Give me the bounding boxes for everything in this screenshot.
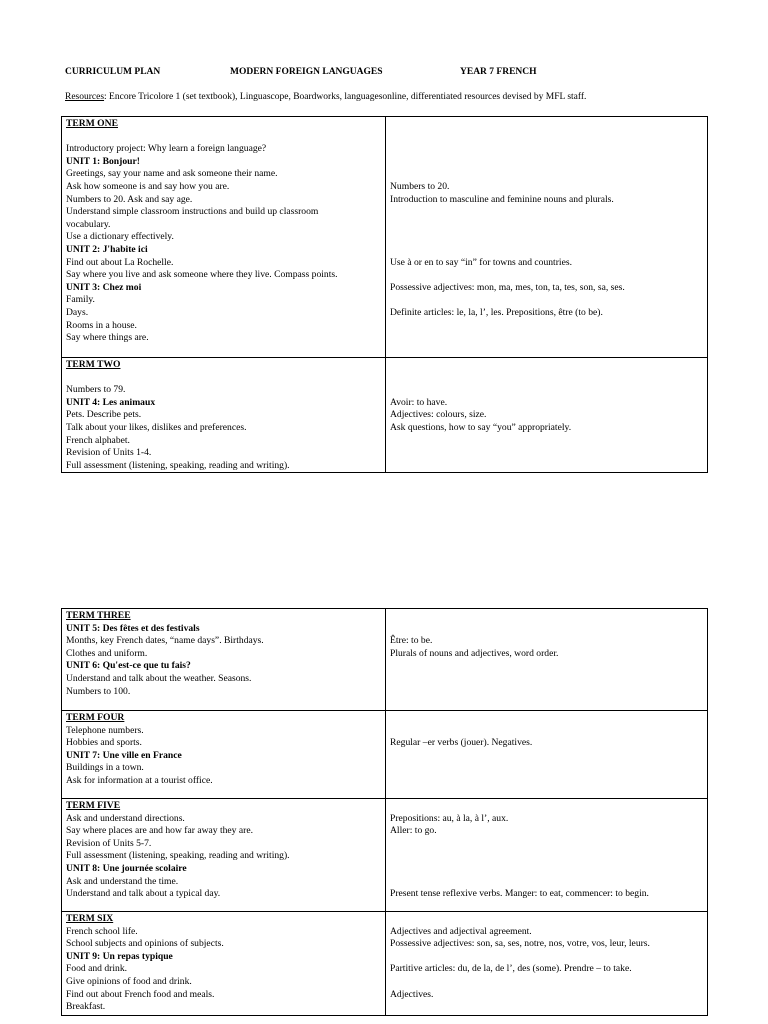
unit-heading: UNIT 1: Bonjour!	[66, 155, 140, 167]
content-line: Ask for information at a tourist office.	[66, 774, 213, 786]
unit-heading: UNIT 2: J'habite ici	[66, 243, 148, 255]
blank-line	[390, 359, 703, 372]
term-content-cell	[62, 358, 386, 473]
resources-label: Resources	[65, 92, 105, 102]
grammar-cell	[386, 711, 708, 799]
unit-heading: UNIT 8: Une journée scolaire	[66, 862, 187, 874]
content-line: Understand simple classroom instructions and build up classroom	[66, 206, 319, 218]
resources-line	[65, 91, 745, 104]
blank-line	[390, 269, 703, 282]
blank-line	[390, 244, 703, 257]
term-content-cell	[62, 912, 386, 1016]
content-line: Introduction to masculine and feminine nouns and plurals.	[390, 193, 614, 205]
blank-line	[390, 231, 703, 244]
content-line: Pets. Describe pets.	[66, 409, 142, 421]
term-row	[62, 358, 708, 473]
term-heading: TERM THREE	[66, 610, 131, 621]
blank-line	[390, 623, 703, 636]
term-row	[62, 799, 708, 912]
term-row	[62, 912, 708, 1016]
blank-line	[390, 850, 703, 863]
content-line: Introductory project: Why learn a foreign language?	[66, 143, 267, 155]
blank-line	[66, 372, 381, 385]
term-heading: TERM TWO	[66, 359, 121, 370]
content-line: School subjects and opinions of subjects.	[66, 938, 224, 950]
blank-line	[390, 712, 703, 725]
blank-line	[390, 800, 703, 813]
content-line: Food and drink.	[66, 963, 128, 975]
content-line: Understand and talk about the weather. Seasons.	[66, 672, 252, 684]
term-content-cell	[62, 117, 386, 358]
blank-line	[390, 913, 703, 926]
term-heading: TERM FOUR	[66, 712, 125, 723]
content-line: Clothes and uniform.	[66, 647, 148, 659]
content-line: vocabulary.	[66, 218, 111, 230]
content-line: Possessive adjectives: son, sa, ses, notre, nos, votre, vos, leur, leurs.	[390, 938, 650, 950]
content-line: Ask how someone is and say how you are.	[66, 180, 230, 192]
resources-text: : Encore Tricolore 1 (set textbook), Linguascope, Boardworks, languagesonline, differentiated resources devised by MFL staff.	[104, 92, 587, 102]
content-line: Possessive adjectives: mon, ma, mes, ton, ta, tes, son, sa, ses.	[390, 281, 625, 293]
blank-line	[390, 219, 703, 232]
content-line: Full assessment (listening, speaking, reading and writing).	[66, 850, 290, 862]
terms-table-lower	[61, 608, 708, 1016]
grammar-cell	[386, 117, 708, 358]
content-line: Ask and understand the time.	[66, 875, 179, 887]
content-line: Give opinions of food and drink.	[66, 975, 192, 987]
blank-line	[390, 876, 703, 889]
doc-department: MODERN FOREIGN LANGUAGES	[230, 67, 383, 77]
content-line: Adjectives.	[390, 988, 434, 1000]
content-line: Plurals of nouns and adjectives, word order.	[390, 647, 559, 659]
content-line: Revision of Units 1-4.	[66, 447, 152, 459]
content-line: French alphabet.	[66, 434, 130, 446]
content-line: Ask and understand directions.	[66, 812, 185, 824]
blank-line	[390, 838, 703, 851]
content-line: Present tense reflexive verbs. Manger: to eat, commencer: to begin.	[390, 888, 649, 900]
content-line: Say where places are and how far away they are.	[66, 825, 253, 837]
content-line: Find out about La Rochelle.	[66, 256, 174, 268]
content-line: Full assessment (listening, speaking, reading and writing).	[66, 459, 290, 471]
content-line: Aller: to go.	[390, 825, 437, 837]
content-line: Adjectives: colours, size.	[390, 409, 487, 421]
content-line: Partitive articles: du, de la, de l’, des (some). Prendre – to take.	[390, 963, 632, 975]
content-line: Numbers to 79.	[66, 384, 126, 396]
blank-line	[390, 118, 703, 131]
content-line: Buildings in a town.	[66, 762, 144, 774]
blank-line	[390, 372, 703, 385]
content-line: Être: to be.	[390, 635, 433, 647]
blank-line	[390, 725, 703, 738]
doc-year: YEAR 7 FRENCH	[460, 67, 537, 77]
content-line: Greetings, say your name and ask someone their name.	[66, 168, 278, 180]
blank-line	[390, 951, 703, 964]
content-line: Breakfast.	[66, 1001, 106, 1013]
unit-heading: UNIT 7: Une ville en France	[66, 749, 182, 761]
content-line: Find out about French food and meals.	[66, 988, 215, 1000]
content-line: Months, key French dates, “name days”. Birthdays.	[66, 635, 264, 647]
content-line: Days.	[66, 306, 89, 318]
blank-line	[390, 610, 703, 623]
unit-heading: UNIT 9: Un repas typique	[66, 950, 173, 962]
content-line: Definite articles: le, la, l’, les. Prepositions, être (to be).	[390, 306, 603, 318]
blank-line	[390, 976, 703, 989]
grammar-cell	[386, 609, 708, 711]
content-line: Prepositions: au, à la, à l’, aux.	[390, 812, 509, 824]
blank-line	[390, 168, 703, 181]
blank-line	[390, 384, 703, 397]
content-line: Hobbies and sports.	[66, 737, 142, 749]
content-line: Say where you live and ask someone where they live. Compass points.	[66, 269, 338, 281]
term-heading: TERM SIX	[66, 913, 114, 924]
blank-line	[390, 206, 703, 219]
blank-line	[390, 143, 703, 156]
blank-line	[390, 156, 703, 169]
blank-line	[390, 294, 703, 307]
content-line: Use a dictionary effectively.	[66, 231, 174, 243]
terms-table-upper	[61, 116, 708, 473]
blank-line	[390, 131, 703, 144]
term-row	[62, 117, 708, 358]
unit-heading: UNIT 5: Des fêtes et des festivals	[66, 622, 200, 634]
content-line: Say where things are.	[66, 332, 149, 344]
content-line: Use à or en to say “in” for towns and countries.	[390, 256, 572, 268]
content-line: Adjectives and adjectival agreement.	[390, 925, 532, 937]
blank-line	[66, 131, 381, 144]
content-line: Numbers to 100.	[66, 685, 131, 697]
content-line: French school life.	[66, 925, 138, 937]
content-line: Family.	[66, 294, 95, 306]
grammar-cell	[386, 358, 708, 473]
content-line: Numbers to 20.	[390, 180, 450, 192]
term-row	[62, 609, 708, 711]
term-content-cell	[62, 711, 386, 799]
grammar-cell	[386, 799, 708, 912]
doc-title: CURRICULUM PLAN	[65, 67, 161, 77]
content-line: Numbers to 20. Ask and say age.	[66, 193, 193, 205]
content-line: Rooms in a house.	[66, 319, 137, 331]
term-content-cell	[62, 799, 386, 912]
content-line: Talk about your likes, dislikes and preferences.	[66, 421, 247, 433]
term-heading: TERM ONE	[66, 118, 118, 129]
term-row	[62, 711, 708, 799]
unit-heading: UNIT 4: Les animaux	[66, 396, 156, 408]
grammar-cell	[386, 912, 708, 1016]
term-heading: TERM FIVE	[66, 800, 121, 811]
unit-heading: UNIT 3: Chez moi	[66, 281, 142, 293]
content-line: Regular –er verbs (jouer). Negatives.	[390, 737, 533, 749]
unit-heading: UNIT 6: Qu'est-ce que tu fais?	[66, 660, 191, 672]
content-line: Ask questions, how to say “you” appropriately.	[390, 421, 572, 433]
term-content-cell	[62, 609, 386, 711]
content-line: Avoir: to have.	[390, 396, 448, 408]
blank-line	[390, 863, 703, 876]
content-line: Telephone numbers.	[66, 724, 144, 736]
content-line: Understand and talk about a typical day.	[66, 888, 221, 900]
content-line: Revision of Units 5-7.	[66, 837, 152, 849]
